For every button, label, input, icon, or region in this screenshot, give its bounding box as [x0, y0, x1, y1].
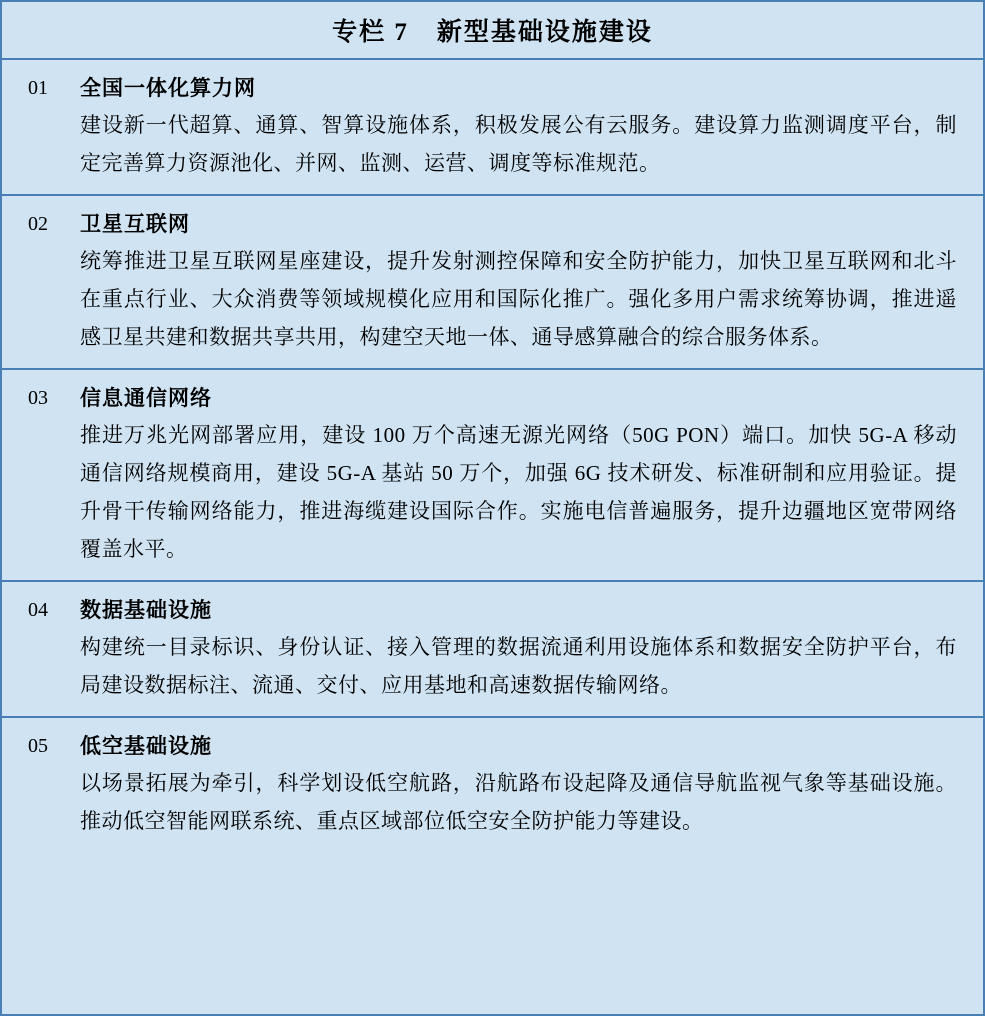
- item-body: [80, 592, 957, 704]
- list-item: [2, 718, 983, 852]
- item-list: [2, 60, 983, 1014]
- list-item: [2, 60, 983, 196]
- box-title: [2, 2, 983, 60]
- item-heading: 低空基础设施: [80, 734, 212, 758]
- item-number: 05: [28, 735, 48, 757]
- item-heading: 信息通信网络: [80, 386, 212, 410]
- box-title-text: 新型基础设施建设: [436, 19, 653, 46]
- item-body: [80, 380, 957, 568]
- item-text: 构建统一目录标识、身份认证、接入管理的数据流通利用设施体系和数据安全防护平台，布局建设数据标注、流通、交付、应用基地和高速数据传输网络。: [80, 635, 957, 697]
- item-heading: 全国一体化算力网: [80, 76, 256, 100]
- list-item: [2, 582, 983, 718]
- list-item: [2, 370, 983, 582]
- item-text: 以场景拓展为牵引，科学划设低空航路，沿航路布设起降及通信导航监视气象等基础设施。推动低空智能网联系统、重点区域部位低空安全防护能力等建设。: [80, 771, 957, 833]
- item-text: 建设新一代超算、通算、智算设施体系，积极发展公有云服务。建设算力监测调度平台，制定完善算力资源池化、并网、监测、运营、调度等标准规范。: [80, 113, 957, 175]
- item-text: 推进万兆光网部署应用，建设 100 万个高速无源光网络（50G PON）端口。加快 5G‑A 移动通信网络规模商用，建设 5G‑A 基站 50 万个，加强 6G 技术研发、标准研制和应用验证。提升骨干传输网络能力，推进海缆建设国际合作。实施电信普遍服务，提升边疆地区宽带网络覆盖水平。: [80, 423, 957, 561]
- list-item: [2, 196, 983, 370]
- item-body: [80, 206, 957, 356]
- item-number: 02: [28, 213, 48, 235]
- item-number: 01: [28, 77, 48, 99]
- item-body: [80, 728, 957, 840]
- box-title-label: 专栏 7: [332, 19, 409, 46]
- item-body: [80, 70, 957, 182]
- item-number: 03: [28, 387, 48, 409]
- item-heading: 卫星互联网: [80, 212, 190, 236]
- item-text: 统筹推进卫星互联网星座建设，提升发射测控保障和安全防护能力，加快卫星互联网和北斗在重点行业、大众消费等领域规模化应用和国际化推广。强化多用户需求统筹协调，推进遥感卫星共建和数据共享共用，构建空天地一体、通导感算融合的综合服务体系。: [80, 249, 957, 349]
- item-heading: 数据基础设施: [80, 598, 212, 622]
- item-number: 04: [28, 599, 48, 621]
